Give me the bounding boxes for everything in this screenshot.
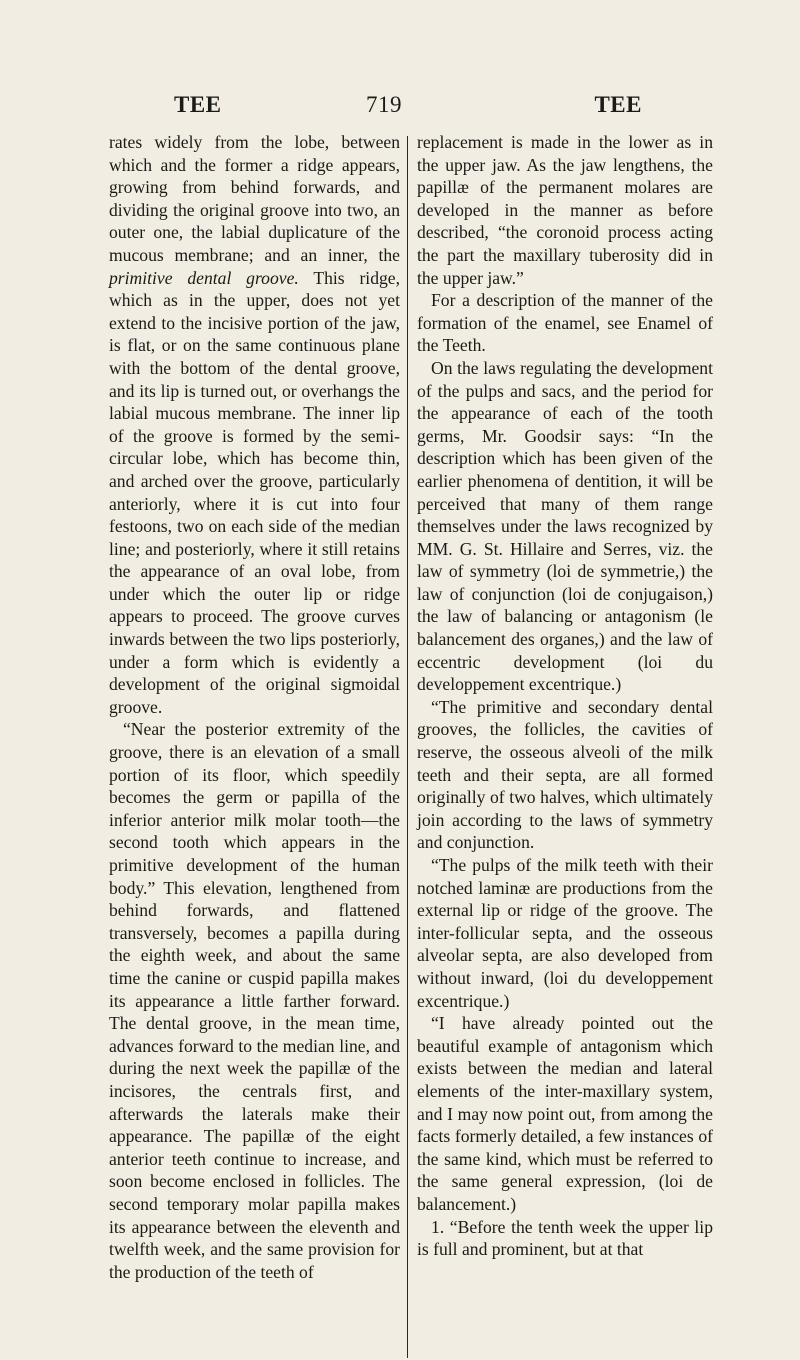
left-column (109, 131, 400, 1283)
left-paragraph-1-text: rates widely from the lobe, between which and the former a ridge appears, growing from behind forwards, and dividing the original groove into two, an outer one, the labial duplicature of the mucous membrane; and an inner, the (109, 132, 400, 265)
right-paragraph-2: For a description of the manner of the formation of the enamel, see Enamel of the Teeth. (417, 290, 713, 356)
header-right-word: TEE (594, 92, 642, 117)
left-paragraph-1 (109, 131, 400, 718)
left-paragraph-1-text-cont: This ridge, which as in the upper, does not yet extend to the incisive portion of the jaw, is flat, or on the same continuous plane with the bottom of the dental groove, and its lip is turned out, or overhangs the labial mucous membrane. The inner lip of the groove is formed by the semi-circular lobe, which has become thin, and arched over the groove, particularly anteriorly, where it is cut into four festoons, two on each side of the median line; and posteriorly, where it still retains the appearance of an oval lobe, from under which the outer lip or ridge appears to proceed. The groove curves inwards between the two lips posteriorly, under a form which is evidently a development of the original sigmoidal groove. (109, 267, 400, 717)
right-paragraph-1: replacement is made in the lower as in the upper jaw. As the jaw lengthens, the papillæ of the permanent molares are developed in the manner as before described, “the coronoid process acting the part the maxillary tuberosity did in the upper jaw.” (417, 132, 713, 288)
primitive-dental-groove-term: primitive dental groove. (109, 267, 299, 288)
right-paragraph-5: “The pulps of the milk teeth with their notched laminæ are productions from the external lip or ridge of the groove. The inter-follicular septa, and the osseous alveolar septa, are also developed from without inward, (loi du developpement excentrique.) (417, 855, 713, 1011)
right-paragraph-6: “I have already pointed out the beautiful example of antagonism which exists between the median and lateral elements of the inter-maxillary system, and I may now point out, from among the facts formerly detailed, a few instances of the same kind, which must be referred to the same general expression, (loi de balancement.) (417, 1013, 713, 1214)
left-paragraph-2: “Near the posterior extremity of the groove, there is an elevation of a small portion of its floor, which speedily becomes the germ or papilla of the inferior anterior milk molar tooth—the second tooth which appears in the primitive development of the human body.” This elevation, lengthened from behind forwards, and flattened transversely, becomes a papilla during the eighth week, and about the same time the canine or cuspid papilla makes its appearance a little farther forward. The dental groove, in the mean time, advances forward to the median line, and during the next week the papillæ of the incisores, the centrals first, and afterwards the laterals make their appearance. The papillæ of the eight anterior teeth continue to increase, and soon become enclosed in follicles. The second temporary molar papilla makes its appearance between the eleventh and twelfth week, and the same provision for the production of the teeth of (109, 719, 400, 1282)
page-number: 719 (366, 92, 402, 117)
header-left-word: TEE (174, 92, 222, 117)
running-header (174, 92, 642, 122)
right-paragraph-4: “The primitive and secondary dental grooves, the follicles, the cavities of reserve, the osseous alveoli of the milk teeth and their septa, are all formed originally of two halves, which ultimately join according to the laws of symmetry and conjunction. (417, 696, 713, 853)
right-paragraph-3: On the laws regulating the development of the pulps and sacs, and the period for the appearance of each of the tooth germs, Mr. Goodsir says: “In the description which has been given of the earlier phenomena of dentition, it will be perceived that many of them range themselves under the laws recognized by MM. G. St. Hillaire and Serres, viz. the law of symmetry (loi de symmetrie,) the law of conjunction (loi de conjugaison,) the law of balancing or antagonism (le balancement des organes,) and the law of eccentric development (loi du developpement excentrique.) (417, 357, 713, 695)
right-paragraph-7: 1. “Before the tenth week the upper lip is full and prominent, but at that (417, 1216, 713, 1260)
right-column (417, 131, 713, 1261)
column-divider (407, 136, 408, 1358)
